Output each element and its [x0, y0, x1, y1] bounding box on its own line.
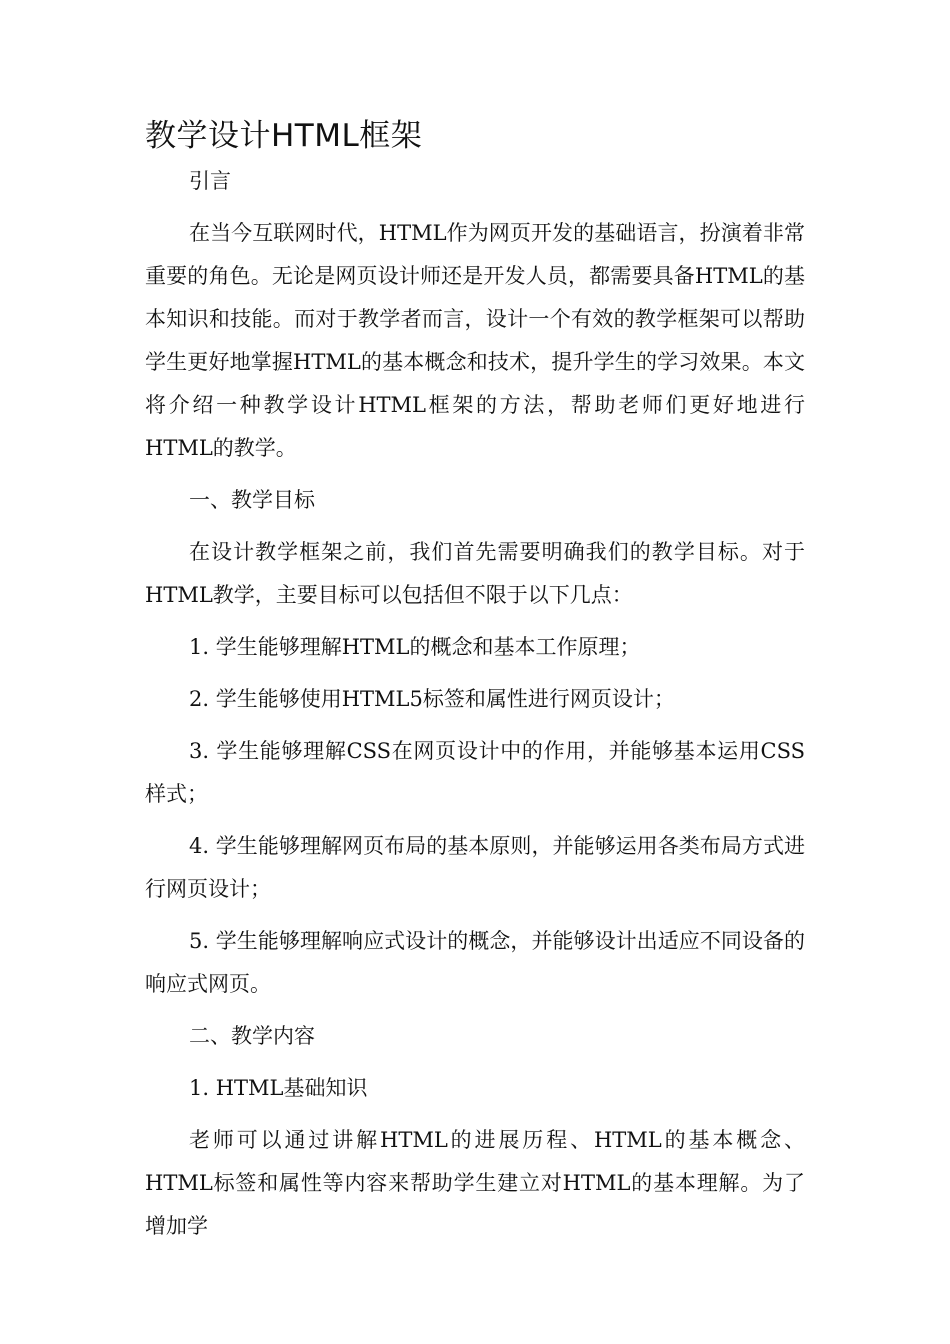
- intro-paragraph: 在当今互联网时代，HTML作为网页开发的基础语言，扮演着非常重要的角色。无论是网页设计师还是开发人员，都需要具备HTML的基本知识和技能。而对于教学者而言，设计一个有效的教学框架可以帮助学生更好地掌握HTML的基本概念和技术，提升学生的学习效果。本文将介绍一种教学设计HTML框架的方法，帮助老师们更好地进行HTML的教学。: [145, 221, 805, 460]
- intro-heading: 引言: [189, 169, 231, 193]
- goal-item-5: 5. 学生能够理解响应式设计的概念，并能够设计出适应不同设备的响应式网页。: [145, 929, 805, 996]
- goals-paragraph: 在设计教学框架之前，我们首先需要明确我们的教学目标。对于HTML教学，主要目标可以包括但不限于以下几点：: [145, 540, 805, 607]
- section-heading-goals: 一、教学目标: [189, 488, 315, 512]
- goal-item-4: 4. 学生能够理解网页布局的基本原则，并能够运用各类布局方式进行网页设计；: [145, 834, 805, 901]
- goal-item-2: 2. 学生能够使用HTML5标签和属性进行网页设计；: [189, 687, 675, 711]
- goal-item-3: 3. 学生能够理解CSS在网页设计中的作用，并能够基本运用CSS样式；: [145, 739, 805, 806]
- section-heading-content: 二、教学内容: [189, 1024, 315, 1048]
- document-body: [145, 160, 805, 1257]
- subsection-heading-html-basics: 1. HTML基础知识: [189, 1076, 368, 1100]
- html-basics-paragraph: 老师可以通过讲解HTML的进展历程、HTML的基本概念、HTML标签和属性等内容来帮助学生建立对HTML的基本理解。为了增加学: [145, 1128, 805, 1238]
- goal-item-1: 1. 学生能够理解HTML的概念和基本工作原理；: [189, 635, 641, 659]
- document-title: 教学设计HTML框架: [145, 118, 423, 154]
